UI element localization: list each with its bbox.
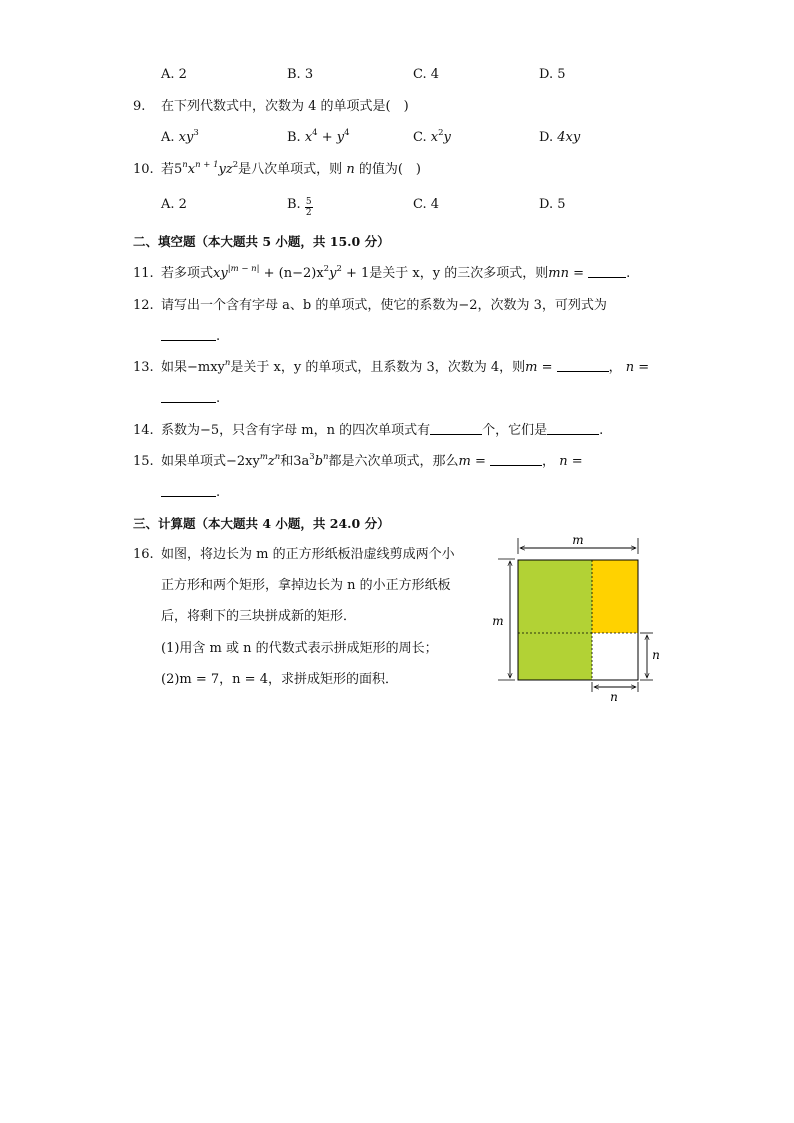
q11-text: 若多项式$xy^{|m - n|} + (n-2)x^2y^2 + 1$是关于 x，y 的三次多项式，则mn = .	[161, 264, 631, 281]
q10-number: 10.	[133, 162, 154, 177]
q10-option-d: D. 5	[539, 197, 566, 212]
q15-number: 15.	[133, 454, 154, 469]
q13-text: 如果−mxy$^n$是关于 x，y 的单项式，且系数为 3，次数为 4，则m = ， n =	[161, 358, 650, 375]
q12-answer-line: .	[161, 328, 220, 346]
label-m-top: m	[572, 533, 584, 547]
q16-line-3: 后，将剩下的三块拼成新的矩形．	[161, 609, 357, 624]
q15-text: 如果单项式$-2xy^mz^n$和$3a^3b^n$都是六次单项式，那么m = ， n =	[161, 452, 583, 469]
q11-number: 11.	[133, 266, 154, 281]
q14-number: 14.	[133, 423, 154, 438]
q14-text: 系数为−5，只含有字母 m，n 的四次单项式有 个，它们是 .	[161, 423, 604, 438]
section-2-heading: 二、填空题（本大题共 5 小题，共 15.0 分）	[133, 234, 390, 249]
q12-number: 12.	[133, 298, 154, 313]
q10-option-b: B. $\frac{5}{2}$	[287, 197, 312, 218]
q16-line-2: 正方形和两个矩形，拿掉边长为 n 的小正方形纸板	[161, 578, 451, 593]
big-square-green	[518, 560, 592, 633]
q9-option-c: C. $x^2y$	[413, 128, 451, 145]
q16-subquestion-1: (1)用含 m 或 n 的代数式表示拼成矩形的周长；	[161, 641, 438, 656]
q11-blank[interactable]	[588, 266, 626, 278]
q14-blank-count[interactable]	[430, 423, 482, 435]
q14-blank-terms[interactable]	[547, 423, 599, 435]
q9-number: 9.	[133, 99, 146, 114]
q8-option-d: D. 5	[539, 67, 566, 82]
q9-option-a: A. $xy^3$	[161, 128, 199, 145]
q16-subquestion-2: (2)m = 7，n = 4，求拼成矩形的面积．	[161, 672, 398, 687]
q8-option-a: A. 2	[161, 67, 187, 82]
label-n-bottom: n	[610, 690, 618, 704]
q13-blank-n[interactable]	[161, 391, 216, 403]
q8-option-b: B. 3	[287, 67, 314, 82]
label-m-left: m	[492, 614, 504, 628]
rectangle-yellow	[592, 560, 638, 633]
q9-stem: 在下列代数式中，次数为 4 的单项式是( )	[161, 99, 409, 114]
q8-option-c: C. 4	[413, 67, 440, 82]
q15-answer-line: .	[161, 484, 220, 502]
small-square-white	[592, 633, 638, 680]
q15-blank-n[interactable]	[161, 485, 216, 497]
rectangle-green	[518, 633, 592, 680]
q15-blank-m[interactable]	[490, 454, 542, 466]
fraction-5-2: $\frac{5}{2}$	[305, 197, 312, 218]
q10-option-c: C. 4	[413, 197, 440, 212]
section-3-heading: 三、计算题（本大题共 4 小题，共 24.0 分）	[133, 516, 390, 531]
square-cut-figure	[490, 530, 665, 705]
q13-number: 13.	[133, 360, 154, 375]
q16-line-1: 如图，将边长为 m 的正方形纸板沿虚线剪成两个小	[161, 547, 455, 562]
q10-option-a: A. 2	[161, 197, 187, 212]
q16-number: 16.	[133, 547, 154, 562]
q13-blank-m[interactable]	[557, 360, 609, 372]
q13-answer-line: .	[161, 390, 220, 408]
label-n-right: n	[652, 648, 660, 662]
q12-text: 请写出一个含有字母 a、b 的单项式，使它的系数为−2，次数为 3，可列式为	[161, 298, 607, 313]
q9-option-b: B. $x^4 + y^4$	[287, 128, 350, 145]
q12-blank[interactable]	[161, 329, 216, 341]
q10-stem: 若$5^nx^{n + 1}yz^2$是八次单项式，则 n 的值为( )	[161, 160, 421, 177]
q9-option-d: D. 4xy	[539, 130, 581, 145]
